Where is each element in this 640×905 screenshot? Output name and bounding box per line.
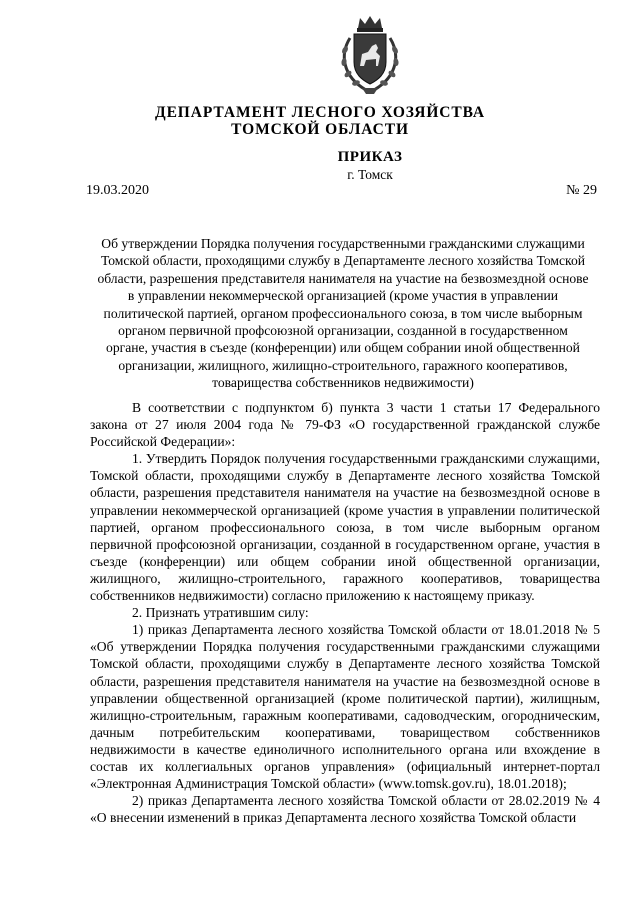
subject-line: организации, жилищного, жилищно-строительного, гаражного кооперативов, <box>118 357 568 373</box>
body-paragraph-item-2: 2. Признать утратившим силу: <box>132 605 309 621</box>
tomsk-coat-of-arms-icon <box>336 14 404 96</box>
body-paragraph-item-1: 1. Утвердить Порядок получения государственными гражданскими служащими, Томской области, проходящими службу в Департаменте лесного хозяйства Томской области, разрешения представителя нанимателя на участие на безвозмездной основе в управлении некоммерческой организацией (кроме участия в управлении политической партией, органом профессионального союза, в том числе выборным органом первичной профсоюзной организации, созданной в государственном органе, участия в съезде (конференции) или общем собрании иной общественной организации, жилищного, жилищно-строительного, гаражного кооперативов, товарищества собственников недвижимости) согласно приложению к настоящему приказу. <box>90 451 600 604</box>
subject-line: Об утверждении Порядка получения государственными гражданскими служащими <box>101 236 585 251</box>
order-number: № 29 <box>566 183 597 198</box>
body-paragraph-preamble: В соответствии с подпунктом б) пункта 3 части 1 статьи 17 Федерального закона от 27 июля 2004 года № 79-ФЗ «О государственной гражданской службе Российской Федерации»: <box>90 400 600 450</box>
subject-line: политической партией, органом профессионального союза, в том числе выборным <box>103 305 583 321</box>
department-name-line2: ТОМСКОЙ ОБЛАСТИ <box>231 121 409 138</box>
subject-line: Томской области, проходящими службу в Департаменте лесного хозяйства Томской <box>100 253 586 269</box>
subject-line: органом первичной профсоюзной организации, созданной в государственном <box>118 323 568 339</box>
body-paragraph-subitem-1: 1) приказ Департамента лесного хозяйства Томской области от 18.01.2018 № 5 «Об утверждении Порядка получения государственными гражданскими служащими Томской области, проходящими службу в Департаменте лесного хозяйства Томской области, разрешения представителя нанимателя на участие на безвозмездной основе в управлении общественной организацией (кроме политической партии), жилищным, жилищно-строительным, гаражным кооперативами, садоводческим, огородническим, дачным потребительским кооперативами, товариществом собственников недвижимости в качестве единоличного исполнительного органа или вхождение в состав их коллегиальных органов управления» (официальный интернет-портал «Электронная Администрация Томской области» (www.tomsk.gov.ru), 18.01.2018); <box>90 622 600 792</box>
subject-line: в управлении некоммерческой организацией (кроме участия в управлении <box>127 288 559 304</box>
order-subject <box>78 235 608 392</box>
order-city: г. Томск <box>347 167 393 182</box>
order-title: ПРИКАЗ <box>337 149 403 165</box>
department-name-line1: ДЕПАРТАМЕНТ ЛЕСНОГО ХОЗЯЙСТВА <box>155 104 485 121</box>
subject-line: товарищества собственников недвижимости) <box>212 375 474 391</box>
subject-line: органе, участия в съезде (конференции) или общем собрании иной общественной <box>106 340 580 356</box>
order-body <box>90 399 600 826</box>
order-date: 19.03.2020 <box>86 183 149 198</box>
subject-line: области, разрешения представителя нанимателя на участие на безвозмездной основе <box>97 270 589 286</box>
body-paragraph-subitem-2: 2) приказ Департамента лесного хозяйства Томской области от 28.02.2019 № 4 «О внесении изменений в приказ Департамента лесного хозяйства Томской области <box>90 793 600 826</box>
